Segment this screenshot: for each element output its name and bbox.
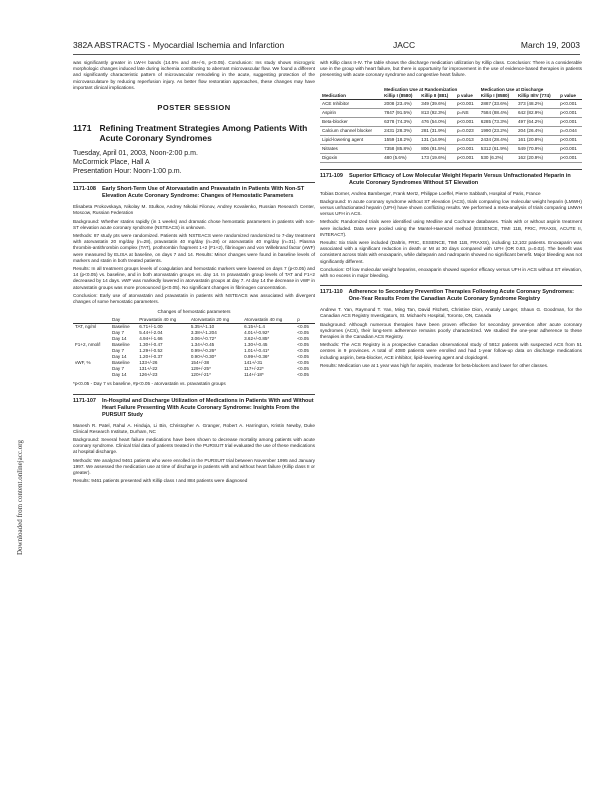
abstract-authors-1: Elisabeta Prokovskaya, Nikolay M. Stulkov, Andrey Nikolai Filonov, Andrey Kovalenko, Russian Research Center, Moscow, Russian Federation [73,204,315,216]
table-header-cell: p [295,317,315,324]
table-cell: Day 14 [112,354,127,360]
session-title: Refining Treatment Strategies Among Patients With Acute Coronary Syndromes [99,123,308,144]
table-cell: Day 14 [112,372,127,378]
right-intro: with Killip class II-IV. The table shows the discharge medication utilization by Killip class. Conclusion: There is a considerable use in the group with heart failure, but there is opportunity for improvement in the use of evidence-based therapies in patients presenting with acute coronary syndrome and congestive heart failure. [320,60,582,78]
medication-cell: 373 (48.2%) [516,99,558,108]
abstract-heading-1 [73,182,315,200]
abstract-methods-1: Methods: 87 study pts were randomized. Patients with NSTEACS were randomized randomized to 7-day treatment with atorvastatin 20 mg/day (n=28), pravastatin 40 mg/day (n=28) or atorvastatin 40 mg/day (n=31). Plasma thrombin-antithrombin complex (TAT), prothrombin fragment 1+2 (F1+2), fibrinogen and von Willebrand factor (vWF) were measured by ELISA at baseline, on days 7 and 14. Results: Minor changes were found in baseline levels of markers and statin in both treated patients. [73,233,315,263]
medication-cell: p<0.001 [558,153,582,162]
table-cell: 154+/-38 [190,360,210,366]
table-cell: 1.30+/-0.47 [139,342,163,348]
table-cell: 0.99+/-0.36* [244,354,270,360]
medication-cell: 2887 (33.6%) [479,99,516,108]
table-cell: 1.01+/-0.41* [244,348,270,354]
medication-cell: p=0.023 [455,126,479,135]
abstract-heading-4 [320,285,582,303]
abstract-background-2: Background: Several heart failure medications have been shown to decrease mortality among patients with acute coronary syndrome. Clinical trial data of patients treated in the PURSUIT trial evaluated the use of these medications at hospital discharge. [73,437,315,455]
abstract-title-4: Adherence to Secondary Prevention Therapies Following Acute Coronary Syndromes: One-Year Results From the Canadian Acute Coronary Syndrome Registry [348,289,574,303]
table-header-cell: Day [110,317,137,324]
table-cell [73,372,110,378]
table-cell: 1.34+/-0.45 [190,342,215,348]
medication-cell: 7584 (88.4%) [479,108,516,117]
table-cell: 131+/-22 [139,366,158,372]
medication-cell: 806 (91.5%) [419,144,455,153]
table-cell: 120+/-21* [190,372,211,378]
session-place: McCormick Place, Hall A [73,159,150,167]
page-header [73,40,580,55]
medication-cell: p<0.001 [558,99,582,108]
table-cell: 0.99+/-0.26* [190,348,216,354]
table-cell: <0.05 [297,366,309,372]
table-cell: Baseline [112,324,130,330]
table-cell: 117+/-22* [244,366,264,372]
abstract-number-3: 1171-109 [320,172,343,179]
abstract-authors-2: Manesh R. Patel, Rahul A. Hinduja, Li Bin, Christopher A. Granger, Robert A. Harrington, Kristin Newby, Duke Clinical Research Institute, Durham, NC [73,422,315,434]
table-cell: <0.05 [297,324,309,330]
medication-cell: 2008 (23.4%) [382,99,419,108]
table-cell: 114+/-18* [244,372,264,378]
abstract-authors-3: Tobias Dorner, Andrea Bamberger, Frank Mertz, Philippe Loeffel, Pierre Sabbath, Hospital of Paris, France [320,190,541,196]
abstract-results-2: Results: 9461 patients presented with Killip class I and 884 patients were diagnosed [73,478,248,484]
right-column [320,60,582,371]
session-date: Tuesday, April 01, 2003, Noon-2:00 p.m. [73,150,198,158]
header-date: March 19, 2003 [520,40,580,50]
medication-cell: 530 (6.2%) [479,153,516,162]
medication-cell: Beta-blocker [320,117,382,126]
table-cell: vWF, % [75,360,91,366]
medication-cell: 1990 (23.2%) [479,126,516,135]
medication-row [320,108,582,117]
table-cell: F1+2, nmol/l [75,342,101,348]
group-randomization: Medication Use at Randomization [384,86,458,92]
left-intro: was significantly greater in LW-H bands (14.5% and 46+/-5, p<0.05). Conclusion: Ins study shows microgyric morphologic changes induced late during ischemia contributing to aberrant microvascular flow. We found a different and significantly characteristic pattern of microvascular remodeling in the acute, suggesting protection of the microvasculature by reducing reperfusion injury. As better flow restoration approaches, these changes may have important clinical implications. [73,60,315,90]
table-cell: 3.38+/-1.204 [190,330,217,336]
table-cell: TAT, ng/ml [75,324,97,330]
medication-row [320,135,582,144]
abstract-background-3: Background: In acute coronary syndrome without ST elevation (ACS), trials comparing low molecular weight heparin (LMWH) versus unfractionated heparin (UFH) have shown conflicting results. We performed a meta-analysis of trials comparing LMWH versus UFH in ACS. [320,198,582,217]
medication-cell: p<0.001 [455,117,479,126]
medication-cell: 131 (14.9%) [419,135,455,144]
abstract-number-2: 1171-107 [73,397,96,404]
session-info [73,149,315,176]
medication-cell: p=NS [455,108,479,117]
abstract-methods-2: Methods: We analyzed 9461 patients who were enrolled in the PURSUIT trial between November 1995 and January 1997. We assessed the medication use at time of discharge in patients with and without heart failure (Killip class II or greater). [73,457,315,476]
abstract-methods-4: Methods: The ACS Registry is a prospective Canadian observational study of 5812 patients with suspected ACS from 51 centres in 9 provinces. A total of 4080 patients were enrolled and had 1-year follow-up data on discharge medications including aspirin, beta-blocker, ACE inhibitor, lipid-lowering agent and clopidogrel. [320,342,582,360]
medication-cell: Aspirin [320,108,382,117]
table-cell: Baseline [112,360,130,366]
abstract-results-4: Results: Medication use at 1 year was high for aspirin, moderate for beta-blockers and lower for other classes. [320,362,549,368]
medication-cell: Calcium channel blocker [320,126,382,135]
table-cell: 1.29+/-0.52 [139,348,163,354]
session-number: 1171 [73,123,92,134]
medication-cell: 549 (70.9%) [516,144,558,153]
table-cell: <0.05 [297,354,309,360]
abstract-methods-3: Methods: Randomized trials were identified using Medline and Cochrane databases. Trials with or without aspirin treatment were included. Data were pooled using the Mantel-Haenszel method (ESSENCE, TIMI 11B, FRIC, FRAXIS, ACUTE II, INTERACT). [320,219,582,237]
abstract-number-1: 1171-108 [73,186,96,193]
abstract-heading-2 [73,394,315,419]
table-cell: 0.90+/-0.30* [190,354,216,360]
medication-row [320,126,582,135]
medication-cell: Nitrates [320,144,382,153]
table-body [73,324,315,379]
abstract-title-3: Superior Efficacy of Low Molecular Weight Heparin Versus Unfractionated Heparin in Acute Coronary Syndromes Without ST Elevation [348,172,571,186]
medication-cell: p<0.001 [455,144,479,153]
abstract-authors-4: Andrew T. Yan, Raymond T. Yan, Ming Tan, David Fitchett, Christine Dion, Anatoly Langer, Shaun G. Goodman, for the Canadian ACS Registry Investigators, St. Michael's Hospital, Toronto, ON, Canada [320,307,582,319]
medication-cell: 1559 (18.2%) [382,135,419,144]
medication-row [320,99,582,108]
medication-cell: p<0.001 [455,99,479,108]
table-cell: <0.05 [297,336,309,342]
medication-header-cell: Killip II/IV (774) [516,93,558,100]
table-cell: 6.71+/-1.00 [139,324,163,330]
abstract-results-3: Results: Six trials were included (Daltrin, FRIC, ESSENCE, TIMI 11B, FRAXIS), including 12,102 patients. Enoxaparin was associated with a significant reduction in death or MI at 30 days compared with UFH (OR 0.83, p=0.02). The benefit was consistent across trials with enoxaparin, while dalteparin and nadroparin showed no significant benefit. Major bleeding was not significantly different. [320,240,582,264]
medication-cell: 476 (54.0%) [419,117,455,126]
medication-cell: p<0.001 [455,153,479,162]
medication-cell: 480 (5.6%) [382,153,419,162]
header-journal: JACC [393,40,416,50]
medication-header-cell: Killip I (8580) [382,93,419,100]
table-cell: <0.05 [297,348,309,354]
sidebar-download-text: Downloaded from content.onlinejacc.org [16,440,24,555]
medication-row [320,153,582,162]
session-hour: Presentation Hour: Noon-1:00 p.m. [73,168,182,176]
medication-cell: p=0.013 [455,135,479,144]
table-cell: Day 7 [112,366,125,372]
medication-row [320,117,582,126]
medication-header-cell: Killip II (881) [419,93,455,100]
medication-cell: 497 (64.2%) [516,117,558,126]
group-discharge: Medication Use at Discharge [480,86,544,92]
table-cell: 1.30+/-0.45 [244,342,268,348]
medication-cell: 5312 (61.9%) [479,144,516,153]
medication-cell: 173 (19.6%) [419,153,455,162]
table-cell: 1.20+/-0.37 [139,354,163,360]
table-cell: <0.05 [297,372,309,378]
abstract-heading-3 [320,169,582,187]
abstract-number-4: 1171-110 [320,289,343,296]
abstract-conclusion-3: Conclusion: Of low molecular weight heparins, enoxaparin showed superior efficacy versus UFH in ACS without ST elevation, with no excess in major bleeding. [320,266,582,279]
table-row [73,372,315,378]
table-cell: 133+/-26 [139,360,158,366]
hemostatic-table [73,317,315,378]
medication-header-cell: Killip I (8580) [479,93,516,100]
table-cell: 4.94+/-1.66 [139,336,163,342]
medication-cell: 642 (82.9%) [516,108,558,117]
medication-cell: 162 (20.9%) [516,153,558,162]
medication-table [320,87,582,163]
medication-cell: 204 (26.4%) [516,126,558,135]
medication-cell: Lipid-lowering agent [320,135,382,144]
table-cell: 129+/-25* [190,366,211,372]
table-header-cell: Pravastatin 40 mg [137,317,189,324]
header-left: 382A ABSTRACTS - Myocardial Ischemia and Infarction [73,40,285,50]
table-cell: Day 7 [112,348,125,354]
medication-cell: p=0.044 [558,126,582,135]
table-header-cell: Atorvastatin 40 mg [242,317,295,324]
table-cell: 6.15+/-1.4 [244,324,265,330]
medication-header-cell: p value [455,93,479,100]
table-cell: Baseline [112,342,130,348]
abstract-title-1: Early Short-Term Use of Atorvastatin and Pravastatin in Patients With Non-ST Elevation Acute Coronary Syndrome: Changes of Hemostatic Parameters [101,186,305,200]
table-cell: Day 14 [112,336,127,342]
table-cell: 3.06+/-0.72* [190,336,216,342]
medication-cell: 6285 (73.3%) [479,117,516,126]
abstract-background-1: Background: Whether statins rapidly (in 1 weeks) and dramatic chose hemostatic parameters in patients with non-ST elevation acute coronary syndrome (NSTEACS) is unknown. [73,218,315,230]
abstract-title-2: In-Hospital and Discharge Utilization of Medications in Patients With and Without Heart Failure Presenting With Acute Coronary Syndrome: Insights From the PURSUIT Study [101,397,314,418]
medication-cell: p<0.001 [558,135,582,144]
table-cell: 141+/-31 [244,360,263,366]
medication-cell: Digoxin [320,153,382,162]
medication-table-body [320,99,582,162]
medication-cell: 2431 (28.3%) [382,126,419,135]
table-cell: 3.62+/-0.85* [244,336,270,342]
medication-cell: 161 (20.8%) [516,135,558,144]
left-column [73,60,315,487]
session-heading [73,123,315,143]
table-cell: <0.05 [297,342,309,348]
table-caption: Changes of hemostatic parameters [157,309,231,315]
medication-cell: 813 (92.3%) [419,108,455,117]
medication-cell: p<0.001 [558,117,582,126]
medication-cell: 7358 (85.8%) [382,144,419,153]
medication-header-cell: Medication [320,93,382,100]
medication-cell: 6378 (74.3%) [382,117,419,126]
medication-cell: 349 (39.6%) [419,99,455,108]
abstract-background-4: Background: Although numerous therapies have been proven effective for secondary prevention after acute coronary syndromes (ACS), their long-term adherence remains poorly characterized. We studied the one-year adherence to these therapies in the Canadian ACS Registry. [320,321,582,340]
poster-session-heading: POSTER SESSION [157,103,231,113]
medication-cell: 281 (31.9%) [419,126,455,135]
table-header-cell: Atorvastatin 20 mg [189,317,242,324]
abstract-results-1: Results: In all treatment groups levels of coagulation and hemostatic markers were lowered on days 7 (p<0.05) and 14 (p<0.05) vs. baseline, and in both atorvastatin groups vs. day 14. In pravastatin group levels of TAT and F1+2 decreased by 14 days. vWF was markedly lowered in atorvastatin groups at day 7. At day 14 the decrease in vWF in atorvastatin groups was more pronounced (p<0.05). No significant changes in fibrinogen concentration. [73,266,315,290]
medication-cell: p<0.001 [558,108,582,117]
table-cell: 4.01+/-0.92* [244,330,270,336]
table-note: *p<0.05 - Day 7 vs baseline, #p<0.05 - atorvastatin vs. pravastatin groups [73,381,226,387]
table-cell: <0.05 [297,330,309,336]
medication-cell: 2434 (28.4%) [479,135,516,144]
medication-row [320,144,582,153]
medication-cell: 7847 (91.5%) [382,108,419,117]
table-cell: 5.44+/-2.04 [139,330,163,336]
table-cell: 126+/-23 [139,372,158,378]
table-cell: <0.05 [297,360,309,366]
abstract-conclusion-1: Conclusion: Early use of atorvastatin and pravastatin in patients with NSTEACS was associated with divergent changes of some hemostatic parameters. [73,292,315,305]
table-cell: 5.35+/-1.10 [190,324,215,330]
medication-cell: p<0.001 [558,144,582,153]
medication-cell: ACE Inhibitor [320,99,382,108]
table-cell: Day 7 [112,330,125,336]
medication-header-cell: p value [558,93,582,100]
